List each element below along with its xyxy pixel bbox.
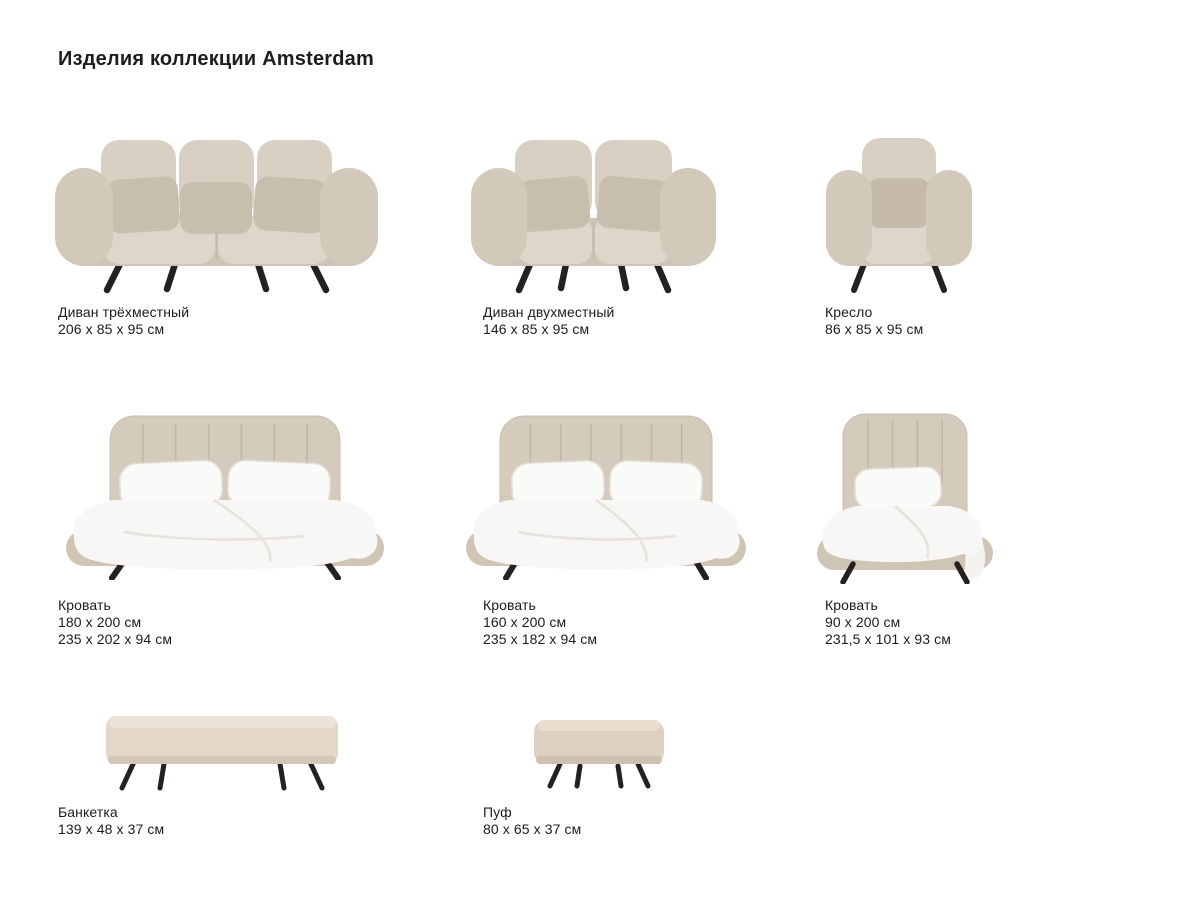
sofa-pillows bbox=[105, 176, 328, 235]
product-dimensions: 139 x 48 x 37 см bbox=[58, 821, 165, 837]
bench-legs bbox=[122, 762, 322, 788]
product-dimensions: 235 x 202 x 94 см bbox=[58, 631, 173, 647]
product-dimensions: 80 x 65 x 37 см bbox=[483, 821, 582, 837]
product-sleeping-size: 90 x 200 см bbox=[825, 614, 901, 630]
product-name: Пуф bbox=[483, 804, 512, 820]
product-dimensions: 86 x 85 x 95 см bbox=[825, 321, 924, 337]
product-name: Банкетка bbox=[58, 804, 118, 820]
armchair-image bbox=[826, 124, 972, 294]
armchair-pillow bbox=[868, 178, 930, 228]
product-label bbox=[825, 597, 951, 648]
product-name: Кресло bbox=[825, 304, 873, 320]
product-name: Кровать bbox=[825, 597, 878, 613]
product-label bbox=[58, 597, 172, 648]
product-label bbox=[483, 597, 597, 648]
product-dimensions: 206 x 85 x 95 см bbox=[58, 321, 165, 337]
product-label bbox=[825, 304, 923, 338]
pouf-seat-shadow bbox=[536, 756, 662, 764]
product-name: Кровать bbox=[58, 597, 111, 613]
product-name: Кровать bbox=[483, 597, 536, 613]
product-label bbox=[58, 804, 164, 838]
bed-duvet bbox=[73, 500, 377, 569]
product-dimensions: 146 x 85 x 95 см bbox=[483, 321, 590, 337]
pouf-seat-top bbox=[538, 720, 660, 731]
two-seat-sofa-image bbox=[471, 124, 716, 294]
armchair-legs bbox=[854, 264, 944, 290]
bed-duvet bbox=[473, 500, 739, 569]
bench-seat-shadow bbox=[108, 756, 336, 764]
product-sleeping-size: 160 x 200 см bbox=[483, 614, 567, 630]
product-label bbox=[58, 304, 189, 338]
double-bed-160-image bbox=[464, 412, 748, 580]
product-dimensions: 231,5 x 101 x 93 см bbox=[825, 631, 951, 647]
double-bed-180-image bbox=[64, 412, 386, 580]
bench-seat-top bbox=[108, 716, 336, 728]
product-label bbox=[483, 804, 581, 838]
product-name: Диван трёхместный bbox=[58, 304, 190, 320]
sofa-legs bbox=[107, 262, 326, 290]
bench-image bbox=[100, 710, 344, 792]
page-title: Изделия коллекции Amsterdam bbox=[58, 48, 374, 70]
pouf-legs bbox=[550, 764, 648, 786]
product-name: Диван двухместный bbox=[483, 304, 615, 320]
product-dimensions: 235 x 182 x 94 см bbox=[483, 631, 598, 647]
three-seat-sofa-image bbox=[55, 124, 378, 294]
bed-pillow bbox=[854, 467, 941, 510]
pouf-image bbox=[524, 716, 674, 790]
product-sleeping-size: 180 x 200 см bbox=[58, 614, 142, 630]
single-bed-90-image bbox=[815, 412, 995, 584]
sofa-legs bbox=[519, 262, 668, 290]
product-label bbox=[483, 304, 614, 338]
